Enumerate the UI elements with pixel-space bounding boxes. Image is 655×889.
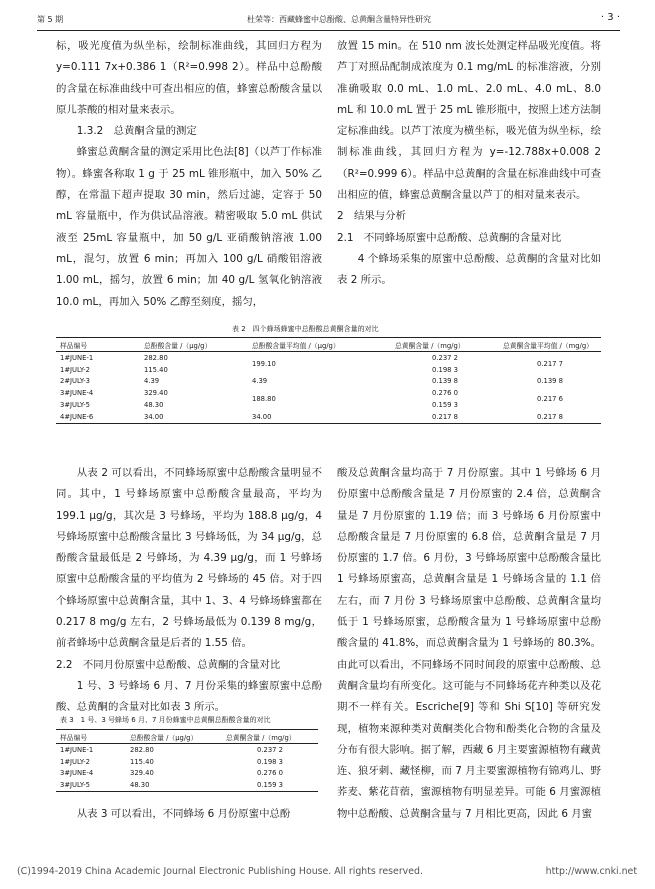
table2-cell: 34.00 [252,412,272,421]
table2-cell: 34.00 [144,412,164,421]
paragraph-table3-analysis-cont: 酸及总黄酮含量均高于 7 月份原蜜。其中 1 号蜂场 6 月份原蜜中总酚酸含量是 7 月份原蜜的 2.4 倍，总黄酮含量是 7 月份原蜜的 1.19 倍；而 3 号蜂场 6 月份原蜜中总酚酸含量是 7 月份原蜜的 6.8 倍，总黄酮含量是 7 月份原蜜的 1.7 倍。6 月份，3 号蜂场原蜜中总酚酸含量比 1 号蜂场原蜜高，总黄酮含量是 1 号蜂场含量的 1.1 倍左右，而 7 月份 3 号蜂场原蜜中总酚酸、总黄酮含量均低于 1 号蜂场原蜜，总酚酸含量为 1 号蜂场原蜜中总酚酸含量的 41.8%，而总黄酮含量为 1 号蜂场的 80.3%。由此可以看出，不同蜂场不同时间段的原蜜中总酚酸、总黄酮含量均有所变化。这可能与不同蜂场花卉种类以及花期不一样有关。Escriche[9] 等和 Shi S[10] 等研究发现，植物来源种类对黄酮类化合物和酚类化合物的含量及分布有很大影响。据了解，西藏 6 月主要蜜源植物有藏黄连、狼牙刺、藏怪柳，而 7 月主要蜜源植物有锦鸡儿、野荞麦、紫花苜蓿，蜜源植物有明显差异。可能 6 月蜜源植物中总酚酸、总黄酮含量与 7 月相比更高，因此 6 月蜜 [337,467,601,820]
header-rule [37,30,620,31]
left-column-bottom [56,804,322,825]
table-row [56,376,601,388]
table3-header: 总酚酸含量 /（μg/g） [126,730,222,744]
table2-cell: 115.40 [144,365,168,374]
table2-cell-merged: 0.217 7 [537,359,563,368]
table2-cell: 0.159 3 [432,401,458,410]
table2-cell: 1#JULY-2 [60,365,91,374]
section-heading-1-3-2: 1.3.2 总黄酮含量的测定 [76,125,197,138]
table3-cell: 115.40 [130,757,154,766]
running-title: 杜荣等：西藏蜂蜜中总酚酸、总黄酮含量特异性研究 [247,15,431,24]
page-number: · 3 · [600,12,620,23]
table2-header: 总酚酸含量平均值 /（μg/g） [248,338,391,352]
publisher-url: http://www.cnki.net [545,866,637,877]
table3-header: 总黄酮含量 /（mg/g） [222,730,318,744]
paragraph-table3-analysis-start: 从表 3 可以看出，不同蜂场 6 月份原蜜中总酚 [76,808,291,820]
table2-header: 总酚酸含量 /（μg/g） [140,338,248,352]
table2-cell: 0.276 0 [432,389,458,398]
table3-header: 样品编号 [56,730,126,744]
table-row [56,744,318,756]
section-heading-2-1: 2.1 不同蜂场原蜜中总酚酸、总黄酮的含量对比 [337,231,562,244]
table2-cell: 4.39 [252,377,268,386]
table3-cell: 329.40 [130,769,154,778]
table3-cell: 3#JUNE-4 [60,769,94,778]
table-row [56,779,318,791]
left-column-top [56,36,322,313]
table-row [56,411,601,423]
table2-cell: 0.237 2 [432,353,458,362]
paragraph-flavonoid-curve: 放置 15 min。在 510 nm 波长处测定样品吸光度值。将芦丁对照品配制成浓度为 0.1 mg/mL 的标准溶液，分别准确吸取 0.0 mL、1.0 mL、2.0 mL、4.0 mL、8.0 mL 和 10.0 mL 置于 25 mL 锥形瓶中，按照上述方法制定标准曲线。以芦丁浓度为横坐标，吸光值为纵坐标，绘制标准曲线，其回归方程为 y=-12.788x+0.008 2（R²=0.999 6）。样品中总黄酮的含量在标准曲线中可查出相应的值，蜂蜜总黄酮含量以芦丁的相对量来表示。 [337,40,601,202]
table3-cell: 282.80 [130,745,154,754]
table2-cell: 0.198 3 [432,365,458,374]
table3-cell: 0.198 3 [257,757,283,766]
table2-header: 总黄酮含量平均值 /（mg/g） [499,338,601,352]
table-row [56,768,318,780]
table2-cell: 0.217 8 [537,412,563,421]
paragraph-phenol-curve: 标，吸光度值为纵坐标，绘制标准曲线，其回归方程为 y=0.111 7x+0.386 1（R²=0.998 2）。样品中总酚酸的含量在标准曲线中可查出相应的值，蜂蜜总酚酸含量以原儿茶酸的相对量来表示。 [56,40,322,116]
table3 [56,729,318,792]
running-header [37,14,620,28]
section-heading-2-2: 2.2 不同月份原蜜中总酚酸、总黄酮的含量对比 [56,658,281,671]
table2-cell: 48.30 [144,401,164,410]
left-column-middle [56,463,322,719]
table2-header: 样品编号 [56,338,140,352]
copyright-notice: (C)1994-2019 China Academic Journal Electronic Publishing House. All rights reserved. [17,866,423,877]
section-heading-2: 2 结果与分析 [337,210,406,223]
table-row [56,756,318,768]
table2-cell: 329.40 [144,389,168,398]
table2-header-row [56,338,601,352]
paragraph-flavonoid-method: 蜂蜜总黄酮含量的测定采用比色法[8]（以芦丁作标准物）。蜂蜜各称取 1 g 于 25 mL 锥形瓶中，加入 50% 乙醇，在常温下超声提取 30 min，然后过滤，定容于 50 mL 容量瓶中，作为供试品溶液。精密吸取 5.0 mL 供试液至 25mL 容量瓶中，加 50 g/L 亚硝酸钠溶液 1.00 mL，混匀，放置 6 min；再加入 100 g/L 硝酸铝溶液 1.00 mL，摇匀，放置 6 min；加 40 g/L 氢氧化钠溶液 10.0 mL，再加入 50% 乙醇至刻度，摇匀， [56,146,322,308]
table3-cell: 1#JUNE-1 [60,745,94,754]
table2-cell: 0.139 8 [432,377,458,386]
table3-cell: 0.237 2 [257,745,283,754]
table2-cell: 4.39 [144,377,160,386]
table2-cell: 2#JULY-3 [60,377,91,386]
right-column-top [337,36,601,292]
table2-header: 总黄酮含量 /（mg/g） [391,338,499,352]
table3-caption: 表 3 1 号、3 号蜂场 6 月、7 月份蜂蜜中总黄酮总酚酸含量的对比 [60,716,271,724]
table2-cell: 1#JUNE-1 [60,353,94,362]
table2-cell: 4#JUNE-6 [60,412,94,421]
table3-cell: 48.30 [130,781,150,790]
table3-cell: 1#JULY-2 [60,757,91,766]
table2-cell-merged: 199.10 [252,359,276,368]
table2-cell: 282.80 [144,353,168,362]
paragraph-table2-analysis: 从表 2 可以看出，不同蜂场原蜜中总酚酸含量明显不同。其中，1 号蜂场原蜜中总酚酸含量最高，平均为 199.1 μg/g，其次是 3 号蜂场，平均为 188.8 μg/g，4 号蜂场原蜜中总酚酸含量比 3 号蜂场低，为 34 μg/g，总酚酸含量最低是 2 号蜂场，为 4.39 μg/g，而 1 号蜂场原蜜中总酚酸含量的平均值为 2 号蜂场的 45 倍。对于四个蜂场原蜜中总黄酮含量，其中 1、3、4 号蜂场蜂蜜都在 0.217 8 mg/g 左右，2 号蜂场最低为 0.139 8 mg/g，前者蜂场中总黄酮含量是后者的 1.55 倍。 [56,467,322,650]
table-row [56,387,601,399]
table2-cell-merged: 188.80 [252,395,276,404]
table3-cell: 3#JULY-5 [60,781,91,790]
right-column-middle [337,463,601,825]
table2-cell: 0.217 8 [432,412,458,421]
table2-cell: 3#JULY-5 [60,401,91,410]
table2 [56,337,601,424]
table2-cell: 3#JUNE-4 [60,389,94,398]
paragraph-table3-intro: 1 号、3 号蜂场 6 月、7 月份采集的蜂蜜原蜜中总酚酸、总黄酮的含量对比如表 3 所示。 [56,679,322,714]
table2-cell: 0.139 8 [537,377,563,386]
table2-caption: 表 2 四个蜂场蜂蜜中总酚酸总黄酮含量的对比 [232,325,379,333]
table3-cell: 0.159 3 [257,781,283,790]
table2-cell-merged: 0.217 6 [537,395,563,404]
page-footer [17,866,637,877]
table3-header-row [56,730,318,744]
table3-cell: 0.276 0 [257,769,283,778]
issue-number: 第 5 期 [37,15,64,24]
paragraph-table2-intro: 4 个蜂场采集的原蜜中总酚酸、总黄酮的含量对比如表 2 所示。 [337,252,601,287]
table-row [56,352,601,364]
